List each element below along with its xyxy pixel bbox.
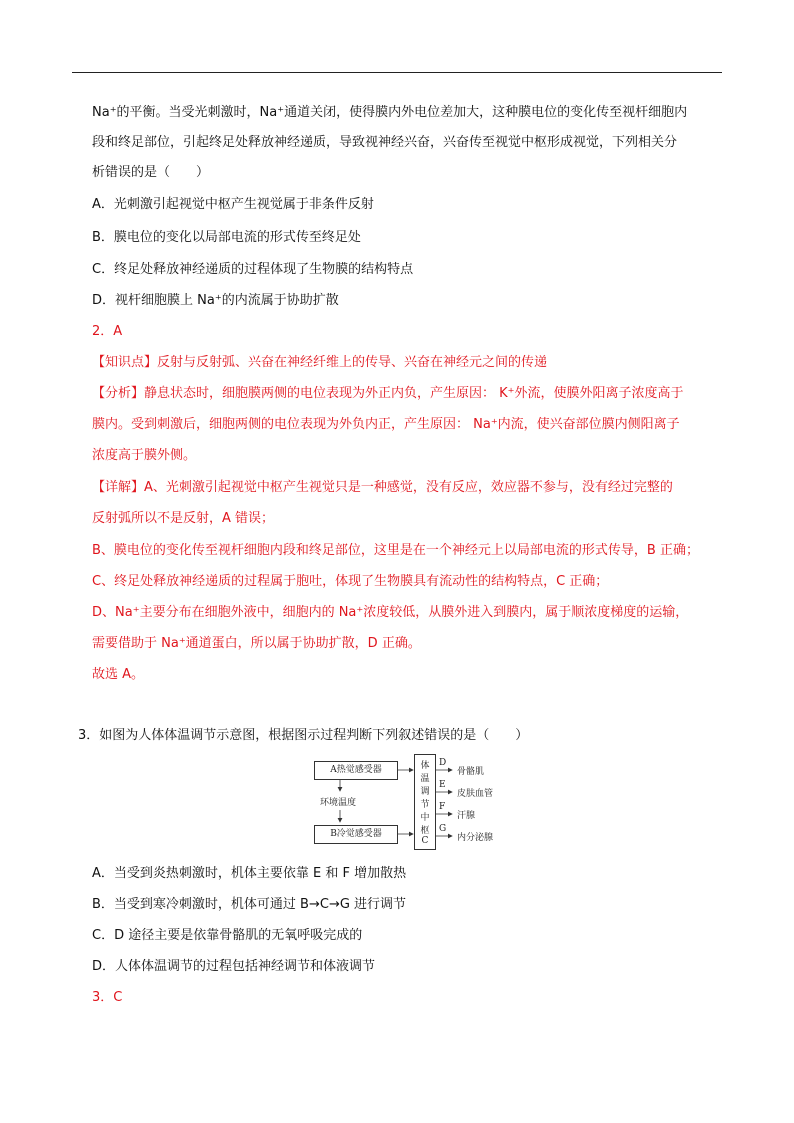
path-d-letter: D — [439, 758, 447, 768]
path-g-letter: G — [439, 824, 447, 834]
q2-stem-line-1: Na⁺的平衡。当受光刺激时，Na⁺通道关闭，使得膜内外电位差加大，这种膜电位的变化传至视杆细胞内 — [92, 105, 688, 120]
q2-detail-line-5: D、Na⁺主要分布在细胞外液中，细胞内的 Na⁺浓度较低，从膜外进入到膜内，属于顺浓度梯度的运输， — [92, 605, 689, 620]
heat-receptor-box: A热觉感受器 — [314, 761, 398, 780]
path-e-letter: E — [439, 780, 446, 790]
q2-analysis-line-2: 膜内。受到刺激后，细胞两侧的电位表现为外负内正，产生原因： Na⁺内流，使兴奋部位膜内侧阳离子 — [92, 417, 680, 432]
output-endocrine-glands: 内分泌腺 — [457, 833, 494, 843]
output-skeletal-muscle: 骨骼肌 — [457, 767, 485, 777]
q3-option-d: D．人体体温调节的过程包括神经调节和体液调节 — [92, 959, 376, 974]
q2-option-c: C．终足处释放神经递质的过程体现了生物膜的结构特点 — [92, 262, 414, 277]
output-sweat-glands: 汗腺 — [457, 811, 476, 821]
q3-stem: 3．如图为人体体温调节示意图，根据图示过程判断下列叙述错误的是（ ） — [78, 728, 529, 743]
center-char: 体 — [420, 761, 430, 771]
environment-temperature-label: 环境温度 — [320, 798, 357, 808]
q2-answer: 2．A — [92, 324, 123, 339]
q2-stem-line-3: 析错误的是（ ） — [92, 165, 210, 180]
q3-option-b: B．当受到寒冷刺激时，机体可通过 B→C→G 进行调节 — [92, 897, 407, 912]
center-char: 枢 — [420, 826, 430, 836]
q2-detail-line-4: C、终足处释放神经递质的过程属于胞吐，体现了生物膜具有流动性的结构特点，C 正确； — [92, 574, 609, 589]
q3-option-c: C．D 途径主要是依靠骨骼肌的无氧呼吸完成的 — [92, 928, 363, 943]
center-char: 中 — [420, 813, 430, 823]
q2-option-d: D．视杆细胞膜上 Na⁺的内流属于协助扩散 — [92, 293, 339, 308]
center-char: 调 — [420, 787, 430, 797]
q2-detail-line-6: 需要借助于 Na⁺通道蛋白，所以属于协助扩散，D 正确。 — [92, 636, 421, 651]
header-rule — [72, 72, 722, 73]
q2-conclusion: 故选 A。 — [92, 667, 145, 682]
q2-analysis-line-3: 浓度高于膜外侧。 — [92, 448, 197, 463]
center-char: 温 — [420, 774, 430, 784]
path-f-letter: F — [439, 802, 446, 812]
q2-detail-line-3: B、膜电位的变化传至视杆细胞内段和终足部位，这里是在一个神经元上以局部电流的形式传导，B 正确； — [92, 543, 699, 558]
thermoregulation-center-box — [414, 754, 436, 850]
center-char: C — [421, 836, 429, 846]
q3-answer: 3．C — [92, 990, 123, 1005]
q2-option-b: B．膜电位的变化以局部电流的形式传至终足处 — [92, 230, 361, 245]
q3-option-a: A．当受到炎热刺激时，机体主要依靠 E 和 F 增加散热 — [92, 866, 407, 881]
output-skin-vessels: 皮肤血管 — [457, 789, 494, 799]
q2-stem-line-2: 段和终足部位，引起终足处释放神经递质，导致视神经兴奋，兴奋传至视觉中枢形成视觉，下列相关分 — [92, 135, 678, 150]
q2-detail-line-2: 反射弧所以不是反射，A 错误； — [92, 511, 275, 526]
q2-analysis-line-1: 【分析】静息状态时，细胞膜两侧的电位表现为外正内负，产生原因： K⁺外流，使膜外阳离子浓度高于 — [92, 386, 684, 401]
q2-knowledge: 【知识点】反射与反射弧、兴奋在神经纤维上的传导、兴奋在神经元之间的传递 — [92, 355, 548, 370]
cold-receptor-box: B冷觉感受器 — [314, 825, 398, 844]
center-char: 节 — [420, 800, 430, 810]
thermoregulation-diagram — [300, 752, 510, 852]
q2-option-a: A．光刺激引起视觉中枢产生视觉属于非条件反射 — [92, 197, 374, 212]
q2-detail-line-1: 【详解】A、光刺激引起视觉中枢产生视觉只是一种感觉，没有反应，效应器不参与，没有经过完整的 — [92, 480, 673, 495]
